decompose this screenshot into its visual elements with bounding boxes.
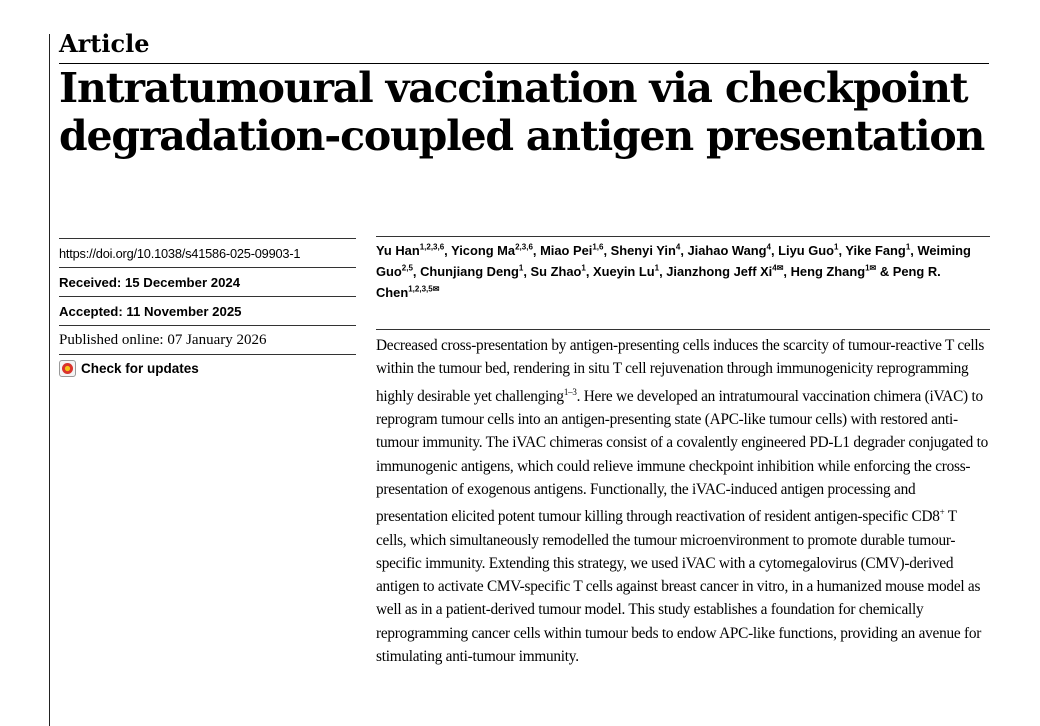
author-name: Jianzhong Jeff Xi xyxy=(666,264,773,279)
author-separator: , xyxy=(910,243,918,258)
author-affiliation: 1 xyxy=(834,242,839,252)
author-name: Weiming Guo xyxy=(376,243,971,279)
abstract-superscript: 1–3 xyxy=(563,386,577,397)
article-metadata xyxy=(59,238,356,382)
author-affiliation: 1,2,3,5✉ xyxy=(408,284,440,294)
abstract-rule xyxy=(376,329,990,330)
author-list xyxy=(376,236,990,303)
author-name: Heng Zhang xyxy=(790,264,866,279)
abstract xyxy=(376,334,990,668)
check-updates-icon xyxy=(59,360,76,377)
author[interactable] xyxy=(778,243,838,258)
left-margin-rule xyxy=(49,34,50,726)
author-name: Xueyin Lu xyxy=(593,264,655,279)
doi-link[interactable]: https://doi.org/10.1038/s41586-025-09903-1 xyxy=(59,238,356,267)
author-name: Yu Han xyxy=(376,243,420,258)
title-line-2: degradation-coupled antigen presentation xyxy=(59,112,985,160)
author-name: Yicong Ma xyxy=(451,243,516,258)
author-name: Yike Fang xyxy=(845,243,906,258)
author-affiliation: 1 xyxy=(905,242,911,252)
author-name: Peng R. Chen xyxy=(376,264,941,300)
abstract-text: . Here we developed an intratumoural vaccination chimera (iVAC) to reprogram tumour cells into an antigen-presenting state (APC-like tumour cells) with restored anti-tumour immunity. The iVAC chimeras consist of a covalently engineered PD-L1 degrader conjugated to immunogenic antigens, which could relieve immune checkpoint inhibition while enforcing the cross-presentation of exogenous antigens. Functionally, the iVAC-induced antigen processing and presentation elicited potent tumour killing through reactivation of resident antigen-specific CD8 xyxy=(376,387,989,526)
abstract-superscript: + xyxy=(939,507,945,518)
author[interactable] xyxy=(845,243,910,258)
author-affiliation: 4✉ xyxy=(772,263,784,273)
author-name: Shenyi Yin xyxy=(610,243,676,258)
author[interactable] xyxy=(791,264,877,279)
author-separator: , xyxy=(783,264,791,279)
author-separator: , xyxy=(523,264,531,279)
author-separator: , xyxy=(532,243,541,258)
author-separator: , xyxy=(770,243,779,258)
author[interactable] xyxy=(687,243,770,258)
author[interactable] xyxy=(420,264,523,279)
author-affiliation: 2,5 xyxy=(401,263,413,273)
author-affiliation: 1 xyxy=(581,263,586,273)
author-separator: , xyxy=(603,243,611,258)
author-separator: , xyxy=(659,264,667,279)
author-separator: , xyxy=(680,243,688,258)
author-separator: , xyxy=(412,264,421,279)
author-affiliation: 1 xyxy=(654,263,660,273)
author-name: Jiahao Wang xyxy=(687,243,767,258)
title-line-1: Intratumoural vaccination via checkpoint xyxy=(59,64,968,112)
received-date: Received: 15 December 2024 xyxy=(59,267,356,296)
author[interactable] xyxy=(611,243,681,258)
author-name: Miao Pei xyxy=(540,243,593,258)
author-separator: , xyxy=(585,264,594,279)
author-affiliation: 1,2,3,6 xyxy=(419,242,445,252)
author-affiliation: 1,6 xyxy=(592,242,604,252)
article-title xyxy=(59,64,1019,160)
author[interactable] xyxy=(451,243,533,258)
author-affiliation: 1✉ xyxy=(865,263,877,273)
abstract-text: Decreased cross-presentation by antigen-presenting cells induces the scarcity of tumour-reactive T cells within the tumour bed, rendering in situ T cell rejuvenation through immunogenicity reprogramming highly desirable yet challenging xyxy=(376,337,985,405)
article-type-label: Article xyxy=(59,29,150,58)
author-affiliation: 4 xyxy=(766,242,771,252)
author-separator: , xyxy=(444,243,452,258)
author[interactable] xyxy=(593,264,659,279)
published-date: Published online: 07 January 2026 xyxy=(59,325,356,354)
author[interactable] xyxy=(666,264,783,279)
author-affiliation: 4 xyxy=(675,242,681,252)
abstract-text: T cells, which simultaneously remodelled the tumour microenvironment to promote durable tumour-specific immunity. Extending this strategy, we used iVAC with a cytomegalovirus (CMV)-derived antigen to activate CMV-specific T cells against breast cancer in vitro, in a humanized mouse model as well as in a patient-derived tumour model. This study establishes a foundation for chemically reprogramming cancer cells within tumour beds to endow APC-like functions, providing an avenue for stimulating anti-tumour immunity. xyxy=(376,508,982,666)
author[interactable] xyxy=(376,243,444,258)
author[interactable] xyxy=(540,243,603,258)
author-name: Su Zhao xyxy=(530,264,582,279)
author-separator: & xyxy=(876,264,893,279)
author-affiliation: 1 xyxy=(518,263,524,273)
check-for-updates-button[interactable] xyxy=(59,354,356,382)
author-name: Liyu Guo xyxy=(778,243,834,258)
author-separator: , xyxy=(838,243,846,258)
author-name: Chunjiang Deng xyxy=(420,264,519,279)
accepted-date: Accepted: 11 November 2025 xyxy=(59,296,356,325)
check-updates-label: Check for updates xyxy=(81,361,199,376)
author-affiliation: 2,3,6 xyxy=(515,242,533,252)
author[interactable] xyxy=(531,264,586,279)
